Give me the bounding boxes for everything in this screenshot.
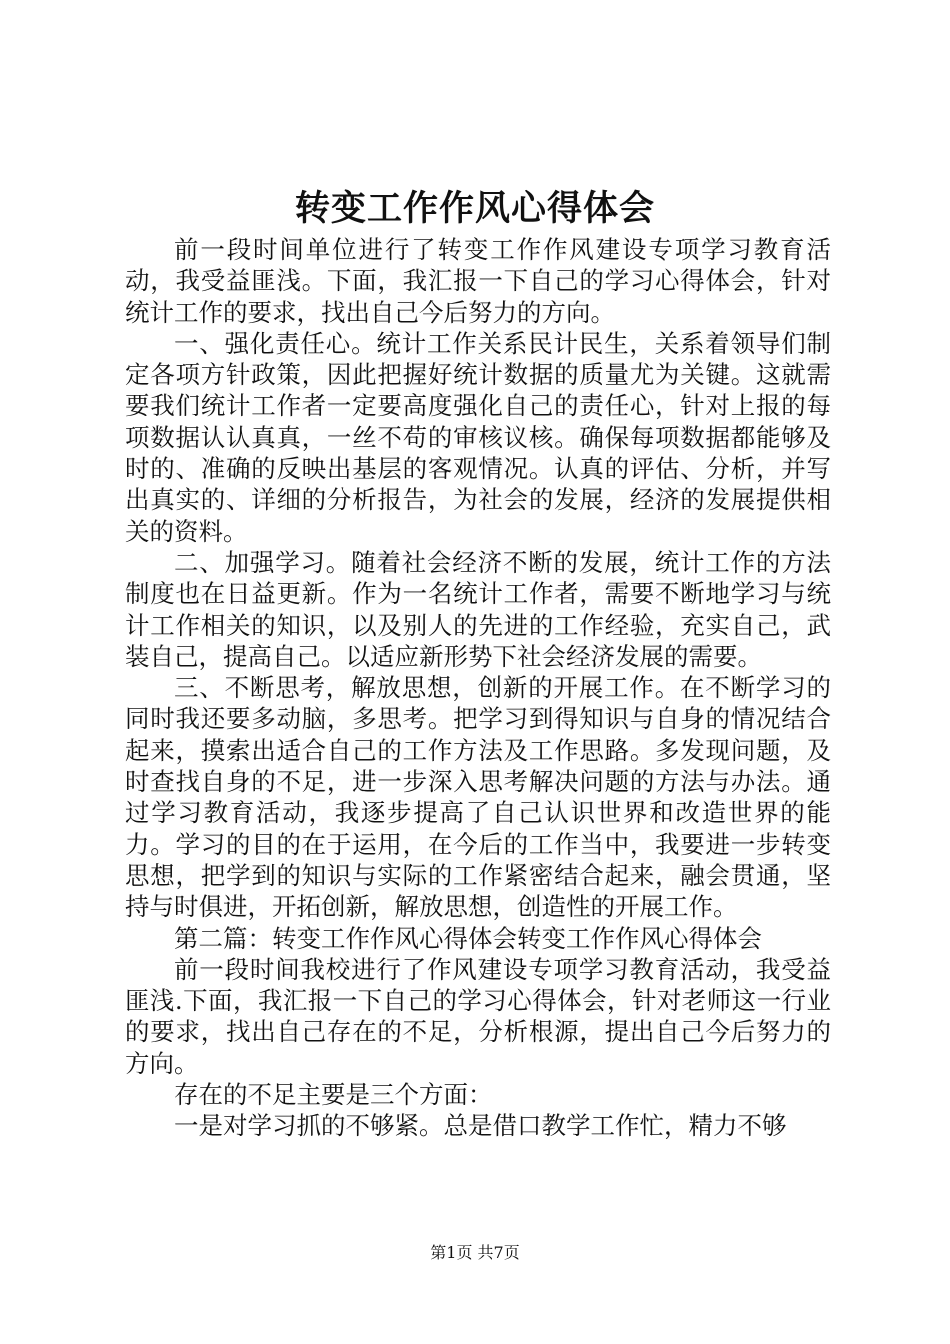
paragraph: 一是对学习抓的不够紧。总是借口教学工作忙，精力不够	[174, 1111, 787, 1141]
paragraph: 前一段时间单位进行了转变工作作风建设专项学习教育活动，我受益匪浅。下面，我汇报一下自己的学习心得体会，针对统计工作的要求，找出自己今后努力的方向。	[125, 235, 831, 327]
document-body	[125, 234, 831, 1142]
paragraph: 三、不断思考，解放思想，创新的开展工作。在不断学习的同时我还要多动脑，多思考。把学习到得知识与自身的情况结合起来，摸索出适合自己的工作方法及工作思路。多发现问题，及时查找自身的不足，进一步深入思考解决问题的方法与办法。通过学习教育活动，我逐步提高了自己认识世界和改造世界的能力。学习的目的在于运用，在今后的工作当中，我要进一步转变思想，把学到的知识与实际的工作紧密结合起来，融会贯通，坚持与时俱进，开拓创新，解放思想，创造性的开展工作。	[125, 673, 831, 922]
paragraph: 二、加强学习。随着社会经济不断的发展，统计工作的方法制度也在日益更新。作为一名统计工作者，需要不断地学习与统计工作相关的知识，以及别人的先进的工作经验，充实自己，武装自己，提高自己。以适应新形势下社会经济发展的需要。	[125, 547, 831, 671]
page-number: 第1页 共7页	[430, 1243, 520, 1262]
document-title: 转变工作作风心得体会	[294, 188, 655, 229]
page-footer	[0, 1241, 950, 1265]
paragraph: 前一段时间我校进行了作风建设专项学习教育活动，我受益匪浅.下面，我汇报一下自己的学习心得体会，针对老师这一行业的要求，找出自己存在的不足，分析根源，提出自己今后努力的方向。	[125, 954, 831, 1078]
section-heading: 第二篇：转变工作作风心得体会转变工作作风心得体会	[174, 923, 762, 953]
paragraph: 一、强化责任心。统计工作关系民计民生，关系着领导们制定各项方针政策，因此把握好统计数据的质量尤为关键。这就需要我们统计工作者一定要高度强化自己的责任心，针对上报的每项数据认认真真，一丝不苟的审核议核。确保每项数据都能够及时的、准确的反映出基层的客观情况。认真的评估、分析，并写出真实的、详细的分析报告，为社会的发展，经济的发展提供相关的资料。	[125, 328, 831, 546]
paragraph: 存在的不足主要是三个方面：	[174, 1080, 493, 1110]
